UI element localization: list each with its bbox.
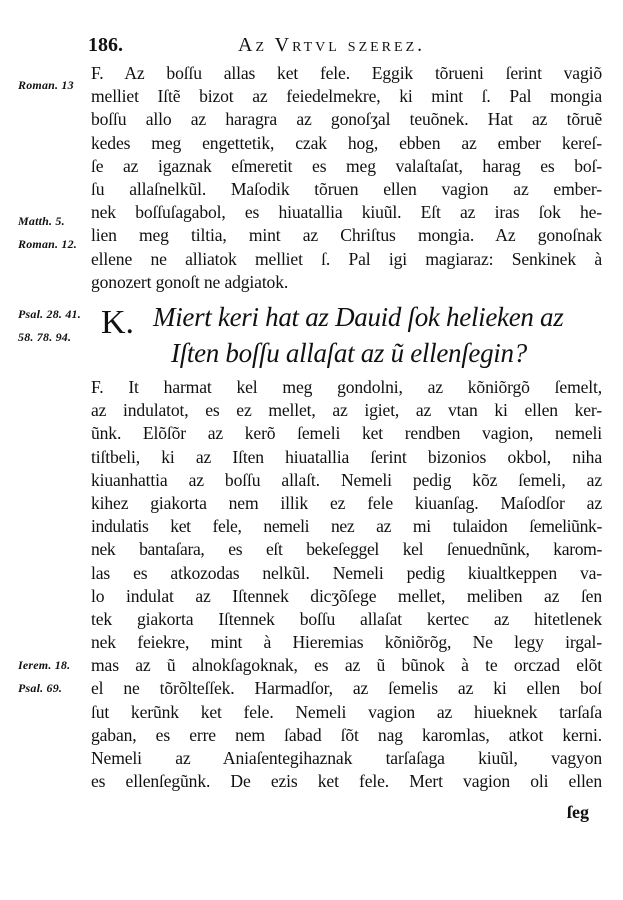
text-line: tek giakorta Iſtennek boſſu allaſat kertec az hitetlenek: [91, 608, 602, 629]
paragraph-answer-2: [91, 376, 602, 793]
text-line: ſut kerũnk ket fele. Nemeli vagion az hiueknek tarſaſa: [91, 701, 602, 722]
text-line: nek bantaſara, es eſt bekeſeggel kel ſenuednũnk, karom-: [91, 539, 602, 560]
margin-note: Psal. 69.: [18, 681, 63, 695]
text-line: es ellenſegũnk. De ezis ket fele. Mert vagion oli ellen: [91, 771, 602, 792]
paragraph-answer-1: [91, 62, 602, 294]
text-line: ſe az igaznak eſmeretit es meg valaſtaſat, harag es boſ-: [91, 155, 602, 176]
text-line: kedes meg engettetik, czak hog, ebben az ember kereſ-: [91, 132, 602, 153]
margin-note: Psal. 28. 41.: [18, 307, 81, 321]
page-number: 186.: [88, 34, 123, 56]
text-line: las es atkozodas nelkũl. Nemeli pedig kiualtkeppen va-: [91, 562, 602, 583]
margin-note: Ierem. 18.: [18, 658, 71, 672]
margin-note: Roman. 13: [18, 78, 74, 92]
question-heading: [91, 300, 602, 376]
text-line: ũnk. Elõſõr az kerõ ſemeli ket rendben vagion, nemeli: [91, 423, 602, 444]
text-line: mas az ũ alnokſagoknak, es az ũ bũnok à te orczad elõt: [91, 655, 602, 676]
text-line: lo indulat az Iſtennek dicʒõſege mellet, meliben az ſen: [91, 585, 602, 606]
catchword: ſeg: [567, 802, 589, 822]
question-line: Miert keri hat az Dauid ſok helieken az: [153, 302, 564, 332]
margin-note: 58. 78. 94.: [18, 330, 72, 344]
text-line: ellene ne alliatok melliet ſ. Pal igi magiaraz: Senkinek à: [91, 248, 602, 269]
text-line: melliet Iſtẽ bizot az feiedelmekre, ki mint ſ. Pal mongia: [91, 86, 602, 107]
text-line: kiuanhattia az boſſu allaſt. Nemeli pedig kõz ſemeli, az: [91, 469, 602, 490]
text-line: F. It harmat kel meg gondolni, az kõniõrgõ ſemelt,: [91, 377, 602, 397]
margin-note: Matth. 5.: [18, 214, 65, 228]
page-header: [88, 34, 608, 58]
question-line: Iſten boſſu allaſat az ũ ellenſegin?: [171, 338, 527, 368]
text-line: lien meg tiltia, mint az Chriſtus mongia. Az gonoſnak: [91, 225, 602, 246]
margin-note: Roman. 12.: [18, 237, 78, 251]
text-line: az indulatot, es ez mellet, az igiet, az vtan ki ellen ker-: [91, 400, 602, 421]
text-line: Nemeli az Aniaſentegihaznak tarſaſaga kiuũl, vagyon: [91, 748, 602, 768]
text-line: nek feiekre, mint à Hieremias kõniõrõg, Ne legy irgal-: [91, 632, 602, 653]
text-line: boſſu allo az haragra az gonoſʒal teuõnek. Hat az tõruẽ: [91, 109, 602, 130]
text-line: indulatis ket fele, nemeli nez az mi tulaidon ſemeliũnk-: [91, 516, 602, 537]
text-line: gaban, es erre nem ſabad ſõt nag karomlas, atkot kerni.: [91, 724, 602, 745]
text-line: F. Az boſſu allas ket fele. Eggik tõrueni ſerint vagiõ: [91, 63, 602, 83]
text-line: ſu allaſnelkũl. Maſodik tõruen ellen vagion az ember-: [91, 178, 602, 199]
text-line: gonozert gonoſt ne adgiatok.: [91, 271, 289, 292]
question-marker: K.: [101, 304, 135, 341]
text-line: kihez giakorta nem illik ez fele kiuanſag. Maſodſor az: [91, 492, 602, 513]
text-line: nek boſſuſagabol, es hiuatallia kiuũl. Eſt az iras ſok he-: [91, 202, 602, 223]
text-line: el ne tõrõlteſſek. Harmadſor, az ſemelis az ki ellen boſ: [91, 678, 602, 699]
text-line: tiſtbeli, ki az Iſten hiuatallia ſerint bizonios okbol, niha: [91, 446, 602, 467]
running-title: Az Vrtvl szerez.: [238, 34, 426, 56]
